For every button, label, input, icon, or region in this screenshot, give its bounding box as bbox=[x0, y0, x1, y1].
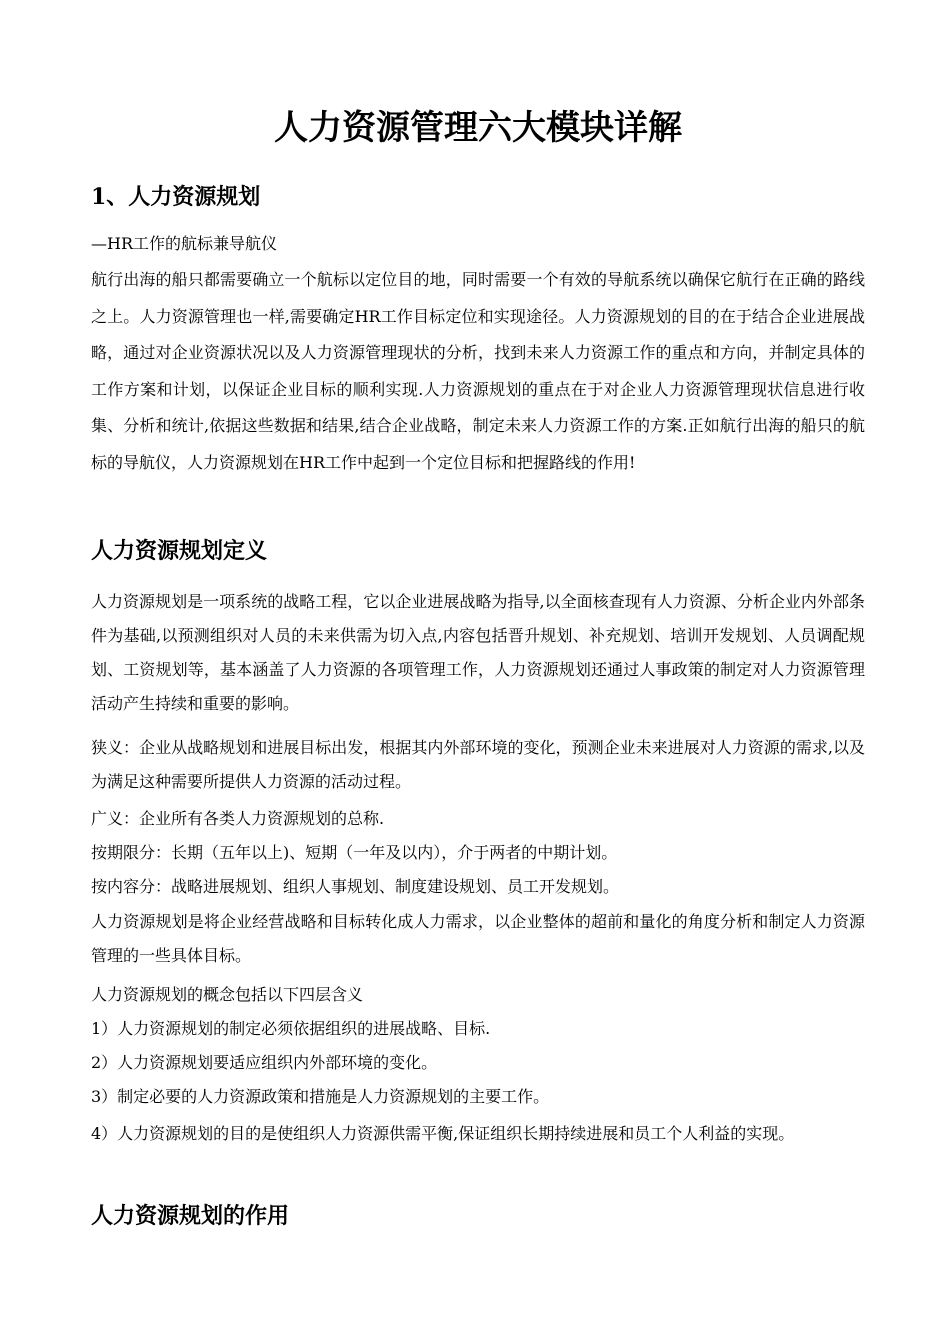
document-title: 人力资源管理六大模块详解 bbox=[274, 108, 682, 148]
section-subtitle: —HR工作的航标兼导航仪 bbox=[91, 234, 278, 253]
concept-intro: 人力资源规划的概念包括以下四层含义 bbox=[91, 985, 364, 1004]
concept-point: 2）人力资源规划要适应组织内外部环境的变化。 bbox=[91, 1053, 438, 1072]
section-heading-hr-planning: 1、人力资源规划 bbox=[91, 184, 261, 210]
narrow-definition: 狭义：企业从战略规划和进展目标出发，根据其内外部环境的变化，预测企业未来进展对人力资源的需求,以及为满足这种需要所提供人力资源的活动过程。 bbox=[91, 738, 865, 791]
concept-point: 3）制定必要的人力资源政策和措施是人力资源规划的主要工作。 bbox=[91, 1087, 550, 1106]
classification-by-content: 按内容分：战略进展规划、组织人事规划、制度建设规划、员工开发规划。 bbox=[91, 877, 620, 896]
section-body-paragraph: 航行出海的船只都需要确立一个航标以定位目的地，同时需要一个有效的导航系统以确保它航行在正确的路线之上。人力资源管理也一样,需要确定HR工作目标定位和实现途径。人力资源规划的目的在于结合企业进展战略，通过对企业资源状况以及人力资源管理现状的分析，找到未来人力资源工作的重点和方向，并制定具体的工作方案和计划，以保证企业目标的顺利实现.人力资源规划的重点在于对企业人力资源管理现状信息进行收集、分析和统计,依据这些数据和结果,结合企业战略，制定未来人力资源工作的方案.正如航行出海的船只的航标的导航仪，人力资源规划在HR工作中起到一个定位目标和把握路线的作用! bbox=[91, 270, 865, 472]
section-heading-role: 人力资源规划的作用 bbox=[91, 1203, 290, 1229]
definition-paragraph: 人力资源规划是一项系统的战略工程，它以企业进展战略为指导,以全面核查现有人力资源、分析企业内外部条件为基础,以预测组织对人员的未来供需为切入点,内容包括晋升规划、补充规划、培训开发规划、人员调配规划、工资规划等，基本涵盖了人力资源的各项管理工作，人力资源规划还通过人事政策的制定对人力资源管理活动产生持续和重要的影响。 bbox=[91, 592, 865, 713]
conversion-paragraph: 人力资源规划是将企业经营战略和目标转化成人力需求，以企业整体的超前和量化的角度分析和制定人力资源管理的一些具体目标。 bbox=[91, 912, 865, 965]
concept-point: 1）人力资源规划的制定必须依据组织的进展战略、目标. bbox=[91, 1019, 491, 1038]
concept-point: 4）人力资源规划的目的是使组织人力资源供需平衡,保证组织长期持续进展和员工个人利益的实现。 bbox=[91, 1124, 795, 1143]
broad-definition: 广义：企业所有各类人力资源规划的总称. bbox=[91, 809, 385, 828]
section-heading-definition: 人力资源规划定义 bbox=[91, 538, 268, 564]
classification-by-period: 按期限分：长期（五年以上)、短期（一年及以内），介于两者的中期计划。 bbox=[91, 843, 618, 862]
